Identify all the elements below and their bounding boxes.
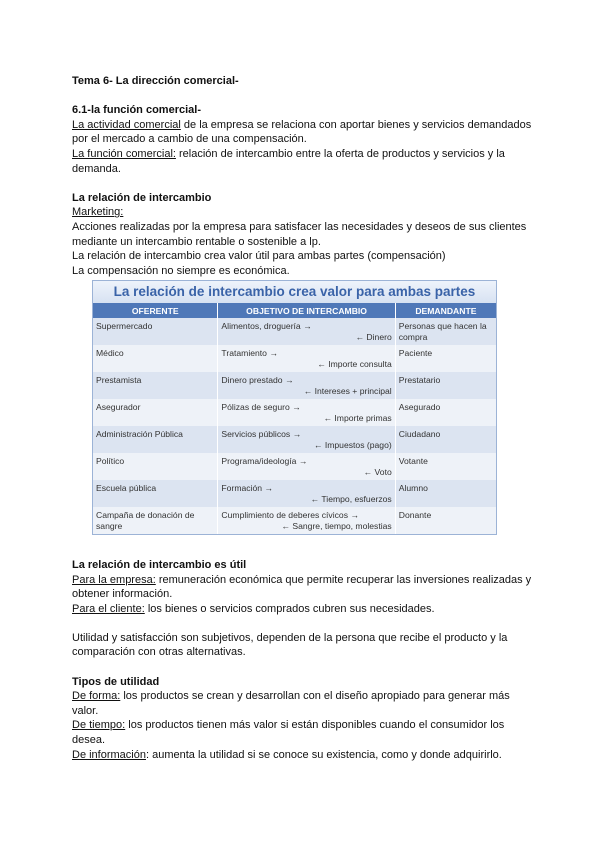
objetivo-receive: ← Tiempo, esfuerzos (310, 493, 392, 504)
document-page (72, 74, 532, 762)
marketing-line-2: La relación de intercambio crea valor útil para ambas partes (compensación) (72, 250, 446, 263)
section-heading-intercambio-util: La relación de intercambio es útil (72, 558, 247, 571)
utilidad-term: De información (72, 748, 146, 761)
table-row (93, 345, 496, 372)
utilidad-item (72, 689, 532, 718)
text-para-el-cliente: los bienes o servicios comprados cubren sus necesidades. (144, 602, 435, 615)
table-row (93, 453, 496, 480)
figure-title: La relación de intercambio crea valor para ambas partes (93, 281, 496, 303)
cell-demandante: Donante (395, 507, 496, 534)
cell-demandante: Asegurado (395, 399, 496, 426)
objetivo-receive: ← Importe consulta (317, 358, 392, 369)
cell-objetivo (218, 372, 395, 399)
marketing-line-1: Acciones realizadas por la empresa para satisfacer las necesidades y deseos de sus clientes mediante un intercambio rentable o sostenible a lp. (72, 220, 527, 248)
utilidad-text: los productos se crean y desarrollan con el diseño apropiado para generar más valor. (72, 690, 510, 717)
table-row (93, 318, 496, 345)
cell-oferente: Administración Pública (93, 426, 218, 453)
table-row (93, 399, 496, 426)
term-para-el-cliente: Para el cliente: (72, 602, 145, 615)
cell-objetivo (218, 480, 395, 507)
marketing-label: Marketing: (72, 206, 124, 219)
cell-demandante: Prestatario (395, 372, 496, 399)
objetivo-give: Cumplimiento de deberes cívicos → (221, 510, 359, 521)
cell-demandante: Alumno (395, 480, 496, 507)
table-row (93, 426, 496, 453)
utilidad-term: De forma: (72, 690, 121, 703)
cell-objetivo (218, 345, 395, 372)
utilidad-text: los productos tienen más valor si están disponibles cuando el consumidor los desea. (72, 719, 505, 747)
paragraph-para-la-empresa (72, 573, 532, 602)
table-header-row (93, 303, 496, 318)
objetivo-give: Formación → (221, 483, 273, 494)
section-heading-relacion-intercambio: La relación de intercambio (72, 191, 212, 204)
cell-demandante: Votante (395, 453, 496, 480)
cell-objetivo (218, 426, 395, 453)
objetivo-receive: ← Importe primas (323, 412, 392, 423)
section-heading-tipos-utilidad: Tipos de utilidad (72, 675, 160, 688)
cell-oferente: Asegurador (93, 399, 218, 426)
term-actividad-comercial: La actividad comercial (72, 118, 181, 131)
column-header-demandante: DEMANDANTE (395, 303, 496, 318)
cell-objetivo (218, 318, 395, 345)
paragraph-utilidad-satisfaccion: Utilidad y satisfacción son subjetivos, dependen de la persona que recibe el producto y la comparación con otras alternativas. (72, 631, 508, 659)
cell-demandante: Personas que hacen la compra (395, 318, 496, 345)
cell-demandante: Paciente (395, 345, 496, 372)
paragraph-para-el-cliente (72, 602, 532, 617)
paragraph-funcion-comercial (72, 147, 532, 176)
objetivo-give: Servicios públicos → (221, 429, 302, 440)
cell-oferente: Supermercado (93, 318, 218, 345)
cell-objetivo (218, 453, 395, 480)
exchange-table-figure (92, 280, 497, 535)
cell-objetivo (218, 399, 395, 426)
cell-oferente: Médico (93, 345, 218, 372)
text-actividad-comercial: de la empresa se relaciona con aportar bienes y servicios demandados por el mercado a cambio de una compensación. (72, 118, 532, 146)
objetivo-receive: ← Impuestos (pago) (313, 439, 392, 450)
table-row (93, 480, 496, 507)
objetivo-give: Programa/ideología → (221, 456, 308, 467)
objetivo-give: Pólizas de seguro → (221, 402, 301, 413)
objetivo-receive: ← Dinero (355, 331, 392, 342)
objetivo-receive: ← Intereses + principal (303, 385, 392, 396)
term-para-la-empresa: Para la empresa: (72, 573, 156, 586)
objetivo-receive: ← Voto (363, 466, 392, 477)
column-header-oferente: OFERENTE (93, 303, 218, 318)
objetivo-give: Alimentos, droguería → (221, 321, 312, 332)
cell-oferente: Prestamista (93, 372, 218, 399)
cell-demandante: Ciudadano (395, 426, 496, 453)
utilidad-term: De tiempo: (72, 719, 126, 732)
utilidad-item (72, 748, 532, 763)
text-para-la-empresa: remuneración económica que permite recuperar las inversiones realizadas y obtener información. (72, 573, 532, 601)
objetivo-receive: ← Sangre, tiempo, molestias (281, 520, 392, 531)
document-title: Tema 6- La dirección comercial- (72, 75, 239, 87)
column-header-objetivo: OBJETIVO DE INTERCAMBIO (218, 303, 395, 318)
objetivo-give: Dinero prestado → (221, 375, 294, 386)
cell-oferente: Campaña de donación de sangre (93, 507, 218, 534)
table-row (93, 507, 496, 534)
cell-oferente: Político (93, 453, 218, 480)
table-row (93, 372, 496, 399)
cell-objetivo (218, 507, 395, 534)
text-funcion-comercial: relación de intercambio entre la oferta de productos y servicios y la demanda. (72, 147, 505, 175)
marketing-line-3: La compensación no siempre es económica. (72, 264, 290, 277)
term-funcion-comercial: La función comercial: (72, 147, 176, 160)
objetivo-give: Tratamiento → (221, 348, 278, 359)
section-heading-funcion-comercial: 6.1-la función comercial- (72, 104, 201, 117)
exchange-table (93, 303, 496, 534)
paragraph-actividad-comercial (72, 118, 532, 147)
utilidad-item (72, 718, 532, 747)
utilidad-text: : aumenta la utilidad si se conoce su existencia, como y donde adquirirlo. (145, 748, 502, 761)
cell-oferente: Escuela pública (93, 480, 218, 507)
